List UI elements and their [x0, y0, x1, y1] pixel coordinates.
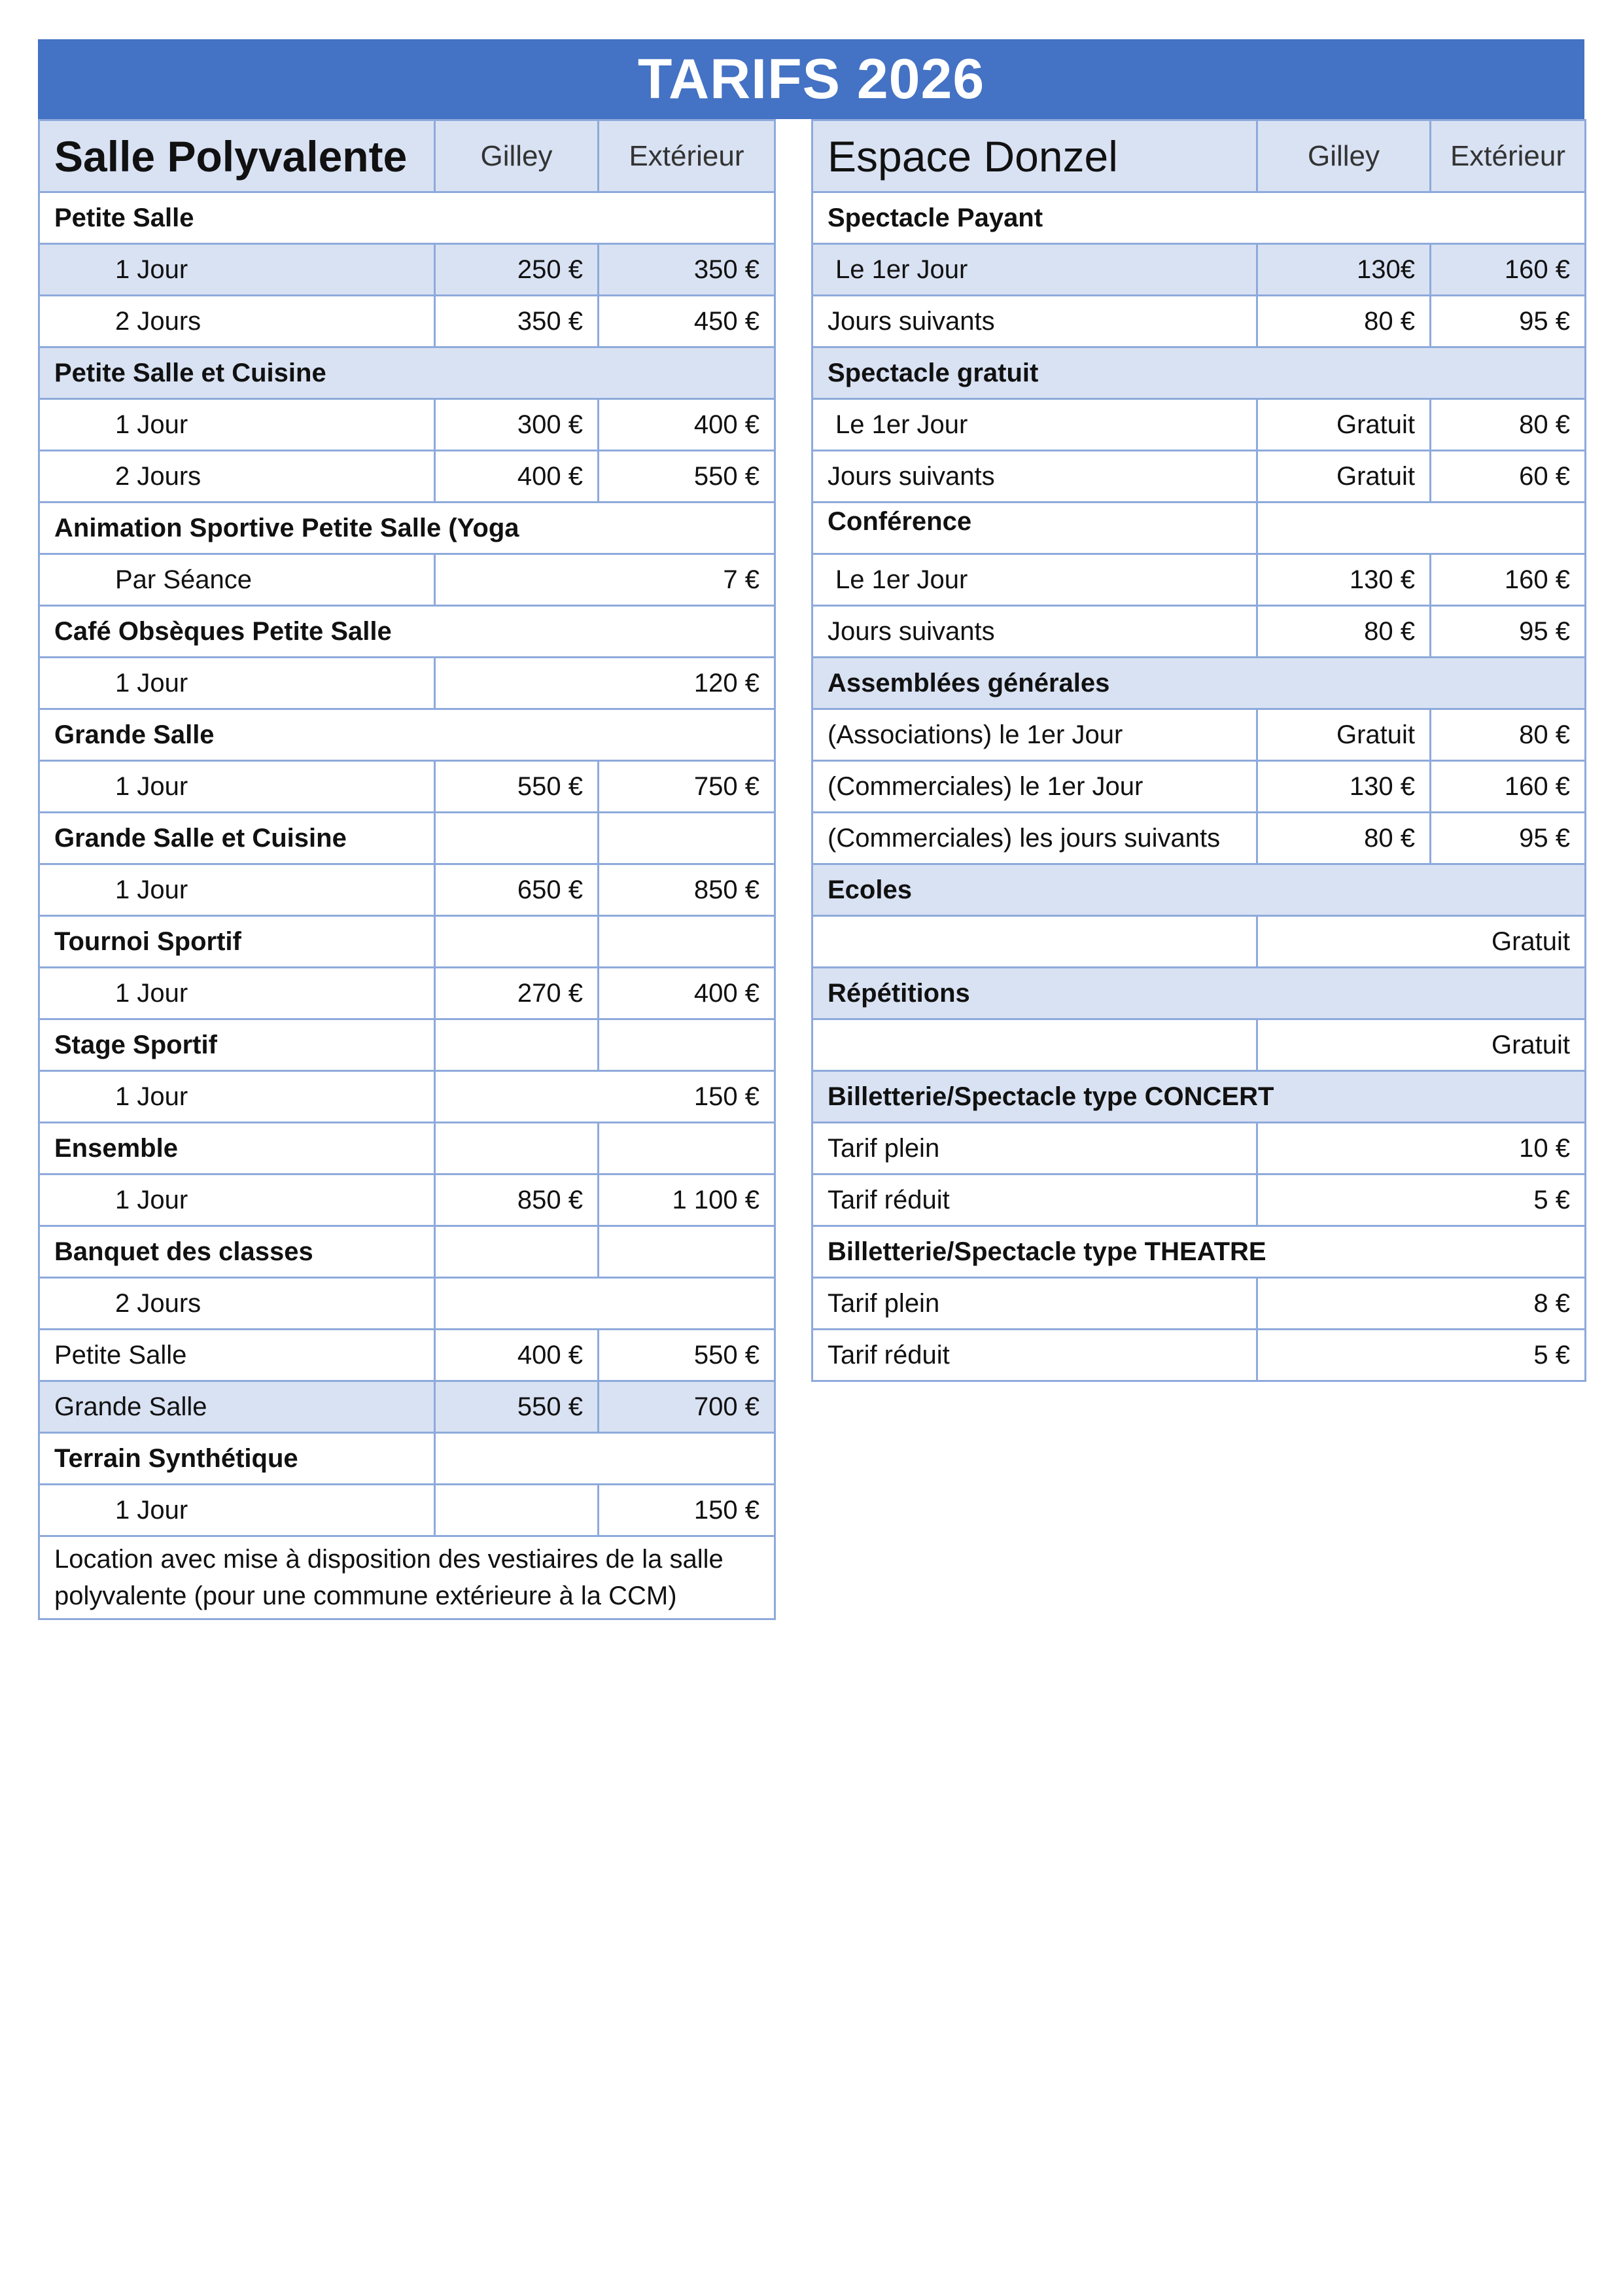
price-gilley: Gratuit: [1257, 451, 1431, 503]
price-single: Gratuit: [1257, 916, 1586, 968]
table-row: [812, 813, 1586, 864]
table-row: [812, 968, 1586, 1019]
table-row: [812, 709, 1586, 761]
price-exterieur: 1 100 €: [599, 1174, 775, 1226]
table-row: [39, 399, 775, 451]
price-exterieur: 60 €: [1431, 451, 1586, 503]
section-label: Répétitions: [812, 968, 1586, 1019]
row-label: [812, 1019, 1257, 1071]
price-exterieur: 750 €: [599, 761, 775, 813]
table-row: [812, 554, 1586, 606]
price-gilley: Gratuit: [1257, 399, 1431, 451]
empty-cell: [435, 813, 599, 864]
section-label: Billetterie/Spectacle type CONCERT: [812, 1071, 1586, 1123]
empty-cell: [435, 1226, 599, 1278]
row-label: Tarif réduit: [812, 1174, 1257, 1226]
section-label: Conférence: [812, 503, 1257, 554]
price-gilley: 400 €: [435, 451, 599, 503]
section-label: Spectacle Payant: [812, 192, 1586, 244]
section-label: Grande Salle: [39, 709, 775, 761]
row-label: (Associations) le 1er Jour: [812, 709, 1257, 761]
price-single: 10 €: [1257, 1123, 1586, 1174]
table-row: [39, 451, 775, 503]
price-exterieur: 850 €: [599, 864, 775, 916]
row-label: Tarif plein: [812, 1123, 1257, 1174]
section-label: Assemblées générales: [812, 658, 1586, 709]
salle-polyvalente-heading: Salle Polyvalente: [39, 120, 435, 192]
espace-donzel-header: [812, 120, 1586, 192]
row-label: (Commerciales) le 1er Jour: [812, 761, 1257, 813]
table-row: [812, 1071, 1586, 1123]
section-label: Grande Salle et Cuisine: [39, 813, 435, 864]
table-row: [812, 1123, 1586, 1174]
empty-cell: [435, 1123, 599, 1174]
table-row: [39, 1278, 775, 1330]
row-label: 1 Jour: [39, 864, 435, 916]
table-row: [39, 296, 775, 347]
price-single: 7 €: [435, 554, 775, 606]
table-row: [39, 761, 775, 813]
table-row: [39, 916, 775, 968]
price-exterieur: 80 €: [1431, 399, 1586, 451]
col-exterieur: Extérieur: [599, 120, 775, 192]
section-label: Ecoles: [812, 864, 1586, 916]
table-row: [39, 709, 775, 761]
table-row: [812, 347, 1586, 399]
table-row: [39, 244, 775, 296]
row-label: Grande Salle: [39, 1381, 435, 1433]
table-row: [812, 451, 1586, 503]
table-row: [812, 192, 1586, 244]
row-label: 1 Jour: [39, 968, 435, 1019]
price-gilley: 650 €: [435, 864, 599, 916]
row-label: 1 Jour: [39, 399, 435, 451]
table-row: [39, 347, 775, 399]
section-label: Petite Salle: [39, 192, 775, 244]
row-label: Le 1er Jour: [812, 399, 1257, 451]
section-label: Café Obsèques Petite Salle: [39, 606, 775, 658]
row-label: Par Séance: [39, 554, 435, 606]
table-row: [812, 864, 1586, 916]
price-single: 150 €: [435, 1071, 775, 1123]
row-label: Tarif réduit: [812, 1330, 1257, 1381]
price-exterieur: 150 €: [599, 1485, 775, 1536]
price-exterieur: 95 €: [1431, 813, 1586, 864]
table-row: [39, 1123, 775, 1174]
table-row: [39, 503, 775, 554]
price-exterieur: 80 €: [1431, 709, 1586, 761]
price-gilley: 350 €: [435, 296, 599, 347]
espace-donzel-heading: Espace Donzel: [812, 120, 1257, 192]
price-gilley: [435, 1485, 599, 1536]
section-label: Banquet des classes: [39, 1226, 435, 1278]
row-label: [812, 916, 1257, 968]
row-label: Jours suivants: [812, 296, 1257, 347]
section-label: Billetterie/Spectacle type THEATRE: [812, 1226, 1586, 1278]
row-label: 1 Jour: [39, 1174, 435, 1226]
table-row: [39, 968, 775, 1019]
price-exterieur: 700 €: [599, 1381, 775, 1433]
section-label: Terrain Synthétique: [39, 1433, 435, 1485]
empty-cell: [435, 1019, 599, 1071]
row-label: 1 Jour: [39, 658, 435, 709]
row-label: (Commerciales) les jours suivants: [812, 813, 1257, 864]
price-exterieur: 550 €: [599, 451, 775, 503]
price-exterieur: 95 €: [1431, 606, 1586, 658]
row-label: Jours suivants: [812, 606, 1257, 658]
price-gilley: 130 €: [1257, 761, 1431, 813]
col-exterieur: Extérieur: [1431, 120, 1586, 192]
table-row: [812, 916, 1586, 968]
price-exterieur: 160 €: [1431, 761, 1586, 813]
price-gilley: 250 €: [435, 244, 599, 296]
col-gilley: Gilley: [1257, 120, 1431, 192]
price-gilley: 300 €: [435, 399, 599, 451]
price-exterieur: 350 €: [599, 244, 775, 296]
section-label: Tournoi Sportif: [39, 916, 435, 968]
table-row: [812, 1174, 1586, 1226]
table-row: [39, 554, 775, 606]
price-gilley: 400 €: [435, 1330, 599, 1381]
row-label: 2 Jours: [39, 1278, 435, 1330]
price-single: 5 €: [1257, 1330, 1586, 1381]
price-single: [435, 1278, 775, 1330]
table-row: [812, 658, 1586, 709]
price-exterieur: 160 €: [1431, 244, 1586, 296]
salle-polyvalente-header: [39, 120, 775, 192]
salle-polyvalente-body: [39, 120, 775, 1619]
price-gilley: 550 €: [435, 1381, 599, 1433]
price-single: Gratuit: [1257, 1019, 1586, 1071]
price-exterieur: 400 €: [599, 399, 775, 451]
row-label: 1 Jour: [39, 1071, 435, 1123]
price-exterieur: 550 €: [599, 1330, 775, 1381]
table-row: [39, 192, 775, 244]
table-row: [812, 606, 1586, 658]
table-row: [812, 1226, 1586, 1278]
empty-cell: [599, 1226, 775, 1278]
table-row: [39, 658, 775, 709]
col-gilley: Gilley: [435, 120, 599, 192]
salle-polyvalente-table: [38, 119, 776, 1620]
row-label: 1 Jour: [39, 1485, 435, 1536]
footnote: Location avec mise à disposition des vestiaires de la salle polyvalente (pour une commune extérieure à la CCM): [39, 1536, 775, 1619]
table-row: [812, 399, 1586, 451]
table-row: [39, 1536, 775, 1619]
row-label: 1 Jour: [39, 244, 435, 296]
table-row: [39, 1174, 775, 1226]
price-gilley: 550 €: [435, 761, 599, 813]
section-label: Ensemble: [39, 1123, 435, 1174]
price-gilley: 130€: [1257, 244, 1431, 296]
price-single: 120 €: [435, 658, 775, 709]
table-row: [39, 606, 775, 658]
section-label: Animation Sportive Petite Salle (Yoga: [39, 503, 775, 554]
price-gilley: 80 €: [1257, 606, 1431, 658]
table-row: [812, 1278, 1586, 1330]
price-single: 5 €: [1257, 1174, 1586, 1226]
table-row: [39, 1226, 775, 1278]
row-label: Petite Salle: [39, 1330, 435, 1381]
empty-cell: [435, 916, 599, 968]
table-row: [812, 503, 1586, 554]
table-row: [39, 864, 775, 916]
empty-cell: [1257, 503, 1586, 554]
section-label: Stage Sportif: [39, 1019, 435, 1071]
price-gilley: Gratuit: [1257, 709, 1431, 761]
empty-cell: [599, 813, 775, 864]
table-row: [812, 1019, 1586, 1071]
price-gilley: 850 €: [435, 1174, 599, 1226]
row-label: Tarif plein: [812, 1278, 1257, 1330]
row-label: 2 Jours: [39, 451, 435, 503]
table-row: [39, 1330, 775, 1381]
table-row: [39, 1381, 775, 1433]
empty-cell: [599, 1123, 775, 1174]
price-gilley: 80 €: [1257, 813, 1431, 864]
price-gilley: 80 €: [1257, 296, 1431, 347]
price-gilley: 130 €: [1257, 554, 1431, 606]
section-label: Petite Salle et Cuisine: [39, 347, 775, 399]
price-single: 8 €: [1257, 1278, 1586, 1330]
price-exterieur: 160 €: [1431, 554, 1586, 606]
espace-donzel-table: [811, 119, 1586, 1382]
table-row: [812, 761, 1586, 813]
section-label: Spectacle gratuit: [812, 347, 1586, 399]
table-row: [812, 296, 1586, 347]
espace-donzel-body: [812, 120, 1586, 1381]
price-gilley: 270 €: [435, 968, 599, 1019]
row-label: 2 Jours: [39, 296, 435, 347]
table-row: [812, 244, 1586, 296]
table-row: [39, 1071, 775, 1123]
row-label: Jours suivants: [812, 451, 1257, 503]
table-row: [812, 1330, 1586, 1381]
empty-cell: [599, 1019, 775, 1071]
table-row: [39, 1433, 775, 1485]
table-row: [39, 1019, 775, 1071]
row-label: Le 1er Jour: [812, 244, 1257, 296]
price-exterieur: 95 €: [1431, 296, 1586, 347]
page-title: TARIFS 2026: [38, 39, 1584, 119]
row-label: 1 Jour: [39, 761, 435, 813]
empty-cell: [599, 916, 775, 968]
table-row: [39, 813, 775, 864]
row-label: Le 1er Jour: [812, 554, 1257, 606]
empty-cell: [435, 1433, 775, 1485]
table-row: [39, 1485, 775, 1536]
price-exterieur: 400 €: [599, 968, 775, 1019]
price-exterieur: 450 €: [599, 296, 775, 347]
